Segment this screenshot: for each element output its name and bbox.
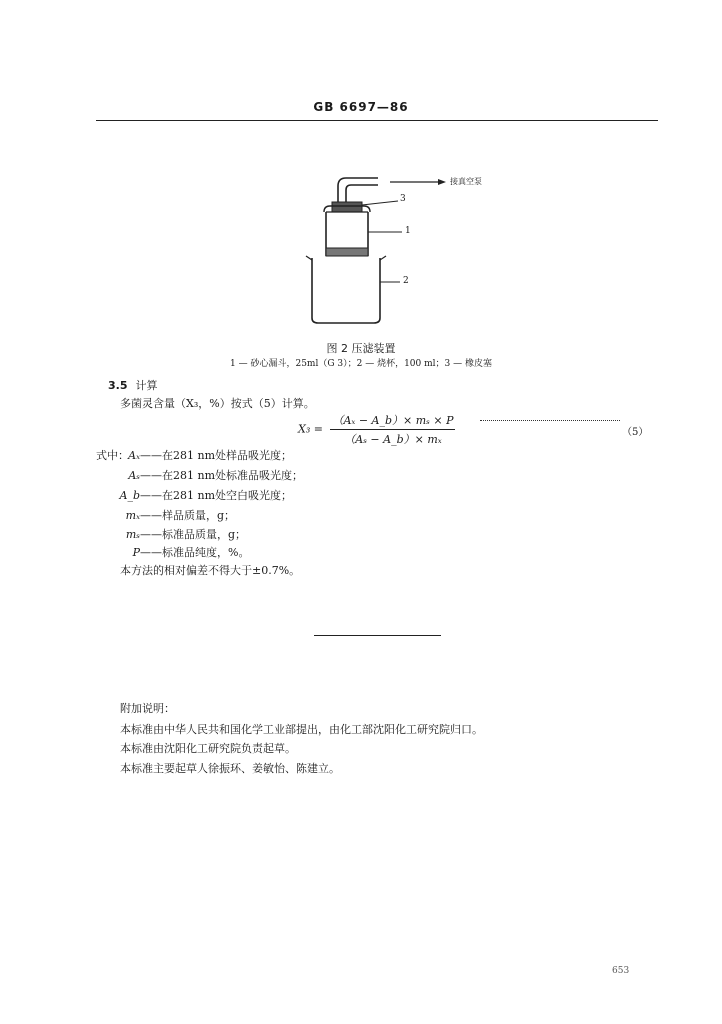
formula-denominator: （Aₛ − A_b）× mₓ: [344, 433, 442, 446]
section-intro: 多菌灵含量（X₃，%）按式（5）计算。: [120, 397, 315, 410]
def-text: ——标准品纯度，%。: [140, 546, 250, 559]
beaker: [312, 258, 380, 323]
section-title: 计算: [135, 379, 158, 392]
def-text: ——在281 nm处标准品吸光度；: [140, 469, 304, 482]
label-2: 2: [403, 276, 409, 286]
def-text: ——在281 nm处空白吸光度；: [140, 489, 293, 502]
where-prefix: 式中：: [96, 449, 129, 462]
def-text: ——标准品质量，g；: [140, 528, 247, 541]
header-rule: [96, 120, 658, 121]
standard-code-header: GB 6697—86: [313, 100, 409, 114]
label-3: 3: [400, 194, 406, 204]
def-row: [88, 467, 303, 483]
formula-5: [298, 412, 455, 447]
def-symbol: mₛ: [125, 528, 140, 541]
def-row: [88, 507, 235, 523]
figure-title: 图 2 压滤装置: [326, 342, 396, 355]
page-number: 653: [612, 966, 630, 976]
section-heading: [108, 377, 158, 393]
sintered-disc: [326, 248, 368, 256]
def-text: ——在281 nm处样品吸光度；: [140, 449, 293, 462]
def-row: [88, 447, 292, 463]
label-1: 1: [405, 226, 411, 236]
def-row: [88, 526, 246, 542]
formula-fraction: [330, 412, 455, 447]
figure-caption: 1 — 砂心漏斗，25ml（G 3）；2 — 烧杯，100 ml；3 — 橡皮塞: [230, 359, 492, 369]
label-vacuum-pump: 接真空泵: [450, 177, 482, 186]
vacuum-arrow-head: [438, 179, 446, 185]
def-symbol: P: [132, 546, 140, 559]
def-symbol: A_b: [119, 489, 140, 502]
def-row: [88, 487, 292, 503]
def-row: [88, 544, 249, 560]
additional-line: 本标准由中华人民共和国化学工业部提出，由化工部沈阳化工研究院归口。: [120, 723, 483, 736]
def-symbol: Aₛ: [128, 469, 140, 482]
additional-line: 本标准由沈阳化工研究院负责起草。: [120, 742, 296, 755]
def-symbol: Aₓ: [128, 449, 140, 462]
section-number: 3.5: [108, 379, 128, 392]
equation-number: （5）: [622, 427, 649, 438]
deviation-note: 本方法的相对偏差不得大于±0.7%。: [120, 564, 301, 577]
def-symbol: mₓ: [125, 509, 140, 522]
additional-line: 本标准主要起草人徐振环、姜敏怡、陈建立。: [120, 762, 340, 775]
end-separator: [314, 635, 441, 636]
formula-numerator: （Aₓ − A_b）× mₛ × P: [330, 412, 455, 430]
rubber-stopper: [332, 202, 362, 212]
formula-leader-dots: [480, 419, 620, 421]
additional-heading: 附加说明：: [120, 702, 175, 715]
formula-lhs: X₃ =: [298, 422, 323, 436]
def-text: ——样品质量，g；: [140, 509, 236, 522]
